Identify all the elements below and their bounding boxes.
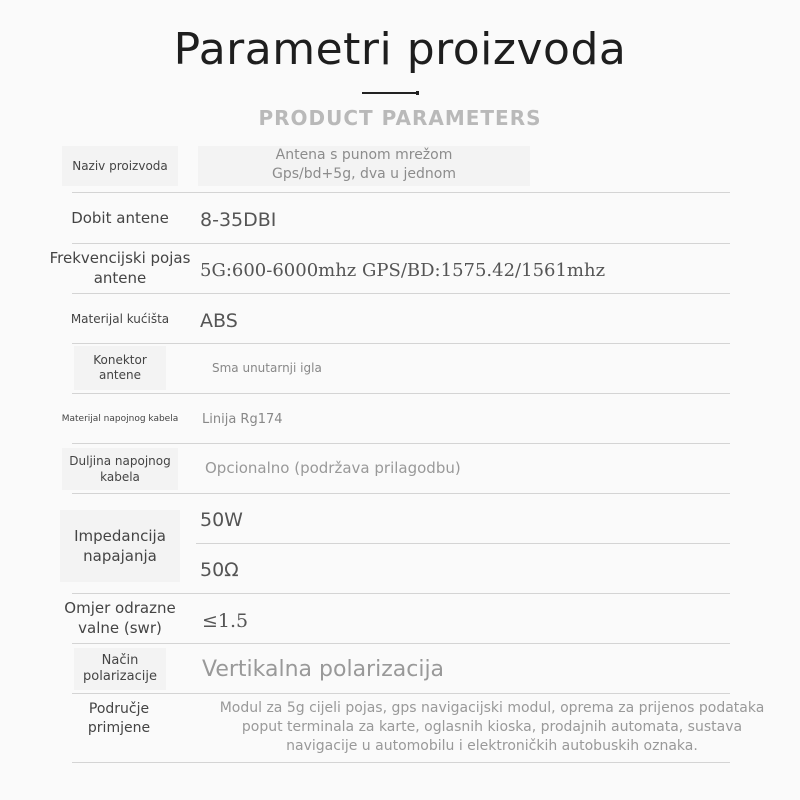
param-label-impedance: Impedancija napajanja (60, 510, 180, 582)
param-label-product-name: Naziv proizvoda (62, 146, 178, 186)
param-value-line: Gps/bd+5g, dva u jednom (272, 166, 456, 182)
impedance-inner-divider (196, 543, 730, 544)
page-title: Parametri proizvoda (173, 24, 627, 75)
param-value-polarization: Vertikalna polarizacija (202, 656, 445, 682)
param-value-product-name (198, 146, 530, 184)
param-label-housing-material: Materijal kućišta (70, 312, 170, 326)
row-divider (72, 493, 730, 494)
row-divider (72, 443, 730, 444)
param-value-line: Antena s punom mrežom (275, 147, 453, 163)
page-subtitle: PRODUCT PARAMETERS (258, 106, 542, 130)
param-label-frequency-band: Frekvencijski pojas antene (49, 249, 191, 287)
row-divider (72, 593, 730, 594)
param-label-cable-material: Materijal napojnog kabela (61, 414, 179, 424)
param-value-antenna-connector: Sma unutarnji igla (212, 361, 322, 375)
param-value-antenna-gain: 8-35DBI (200, 209, 277, 231)
param-value-frequency-band: 5G:600-6000mhz GPS/BD:1575.42/1561mhz (200, 259, 606, 281)
param-label-cable-length: Duljina napojnog kabela (62, 448, 178, 490)
row-divider (72, 693, 730, 694)
param-label-polarization: Način polarizacije (74, 648, 166, 690)
param-value-cable-length: Opcionalno (podržava prilagodbu) (205, 459, 461, 477)
param-value-impedance-ohm: 50Ω (200, 559, 239, 581)
title-underline-mark (416, 91, 419, 95)
param-label-antenna-gain: Dobit antene (71, 209, 169, 227)
row-divider (72, 762, 730, 763)
param-value-application-area: Modul za 5g cijeli pojas, gps navigacijski modul, oprema za prijenos podataka poput terminala za karte, oglasnih kioska, prodajnih automata, sustava navigacije u automobilu i elektroničkih autobuskih oznaka. (219, 700, 765, 754)
row-divider (72, 343, 730, 344)
param-value-impedance-power: 50W (200, 509, 243, 531)
param-label-swr: Omjer odrazne valne (swr) (64, 599, 176, 637)
row-divider (72, 293, 730, 294)
param-label-application-area: Područje primjene (87, 701, 151, 736)
param-label-antenna-connector: Konektor antene (74, 346, 166, 390)
param-value-swr: ≤1.5 (202, 610, 249, 632)
param-value-housing-material: ABS (200, 310, 238, 332)
param-value-cable-material: Linija Rg174 (202, 411, 283, 427)
row-divider (72, 243, 730, 244)
title-underline (362, 92, 418, 94)
row-divider (72, 393, 730, 394)
row-divider (72, 192, 730, 193)
row-divider (72, 643, 730, 644)
